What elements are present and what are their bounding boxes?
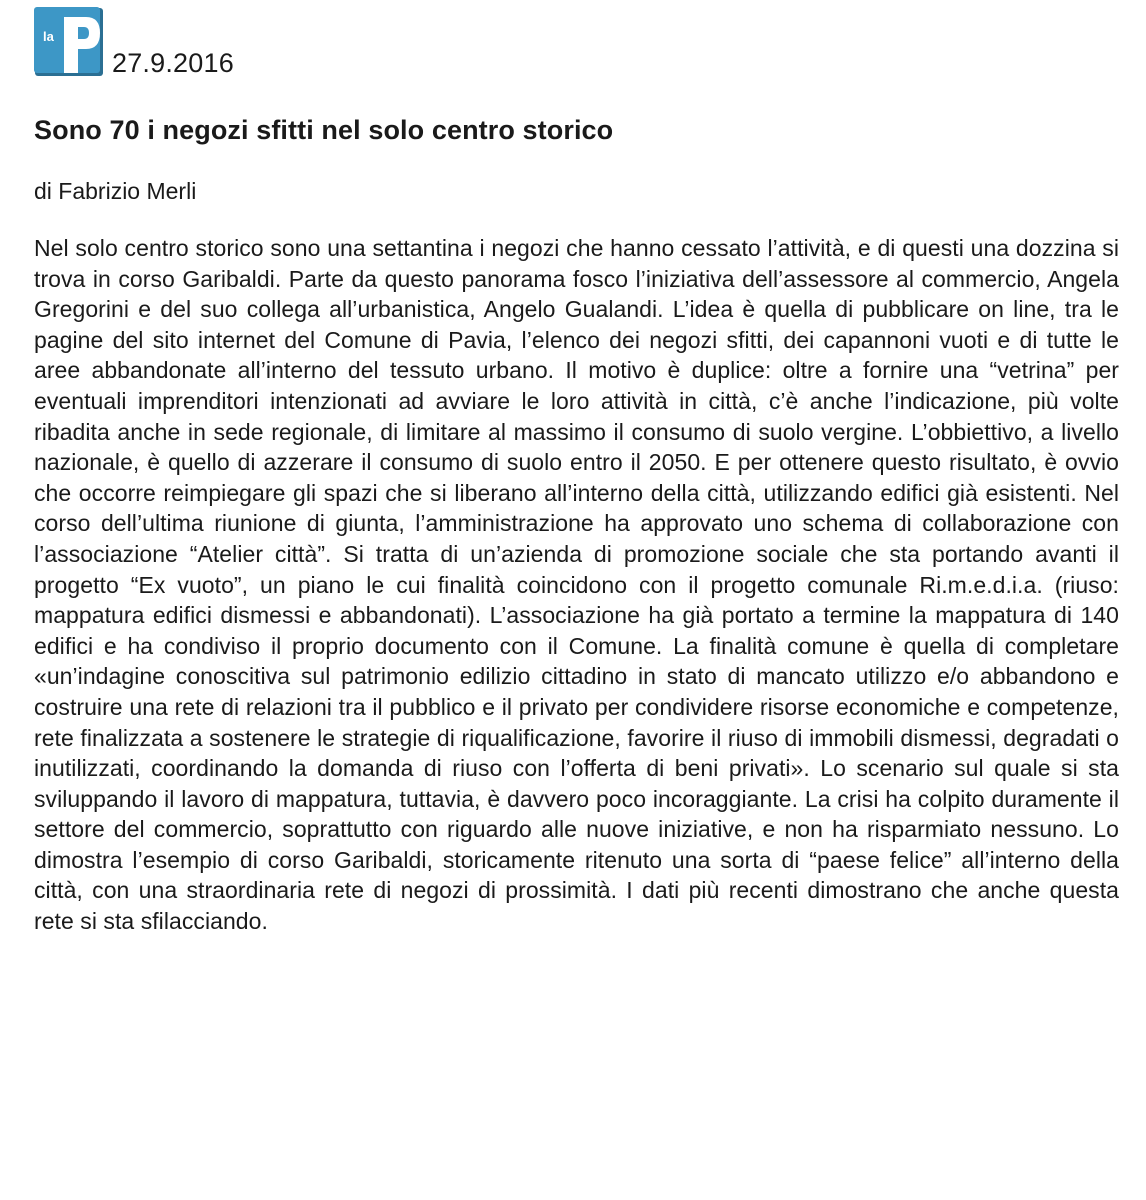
logo-graphic (34, 7, 104, 77)
article-body: Nel solo centro storico sono una settantina i negozi che hanno cessato l’attività, e di questi una dozzina si trova in corso Garibaldi. Parte da questo panorama fosco l’iniziativa dell’assessore al commercio, Angela Gregorini e del suo collega all’urbanistica, Angelo Gualandi. L’idea è quella di pubblicare on line, tra le pagine del sito internet del Comune di Pavia, l’elenco dei negozi sfitti, dei capannoni vuoti e di tutte le aree abbandonate all’interno del tessuto urbano. Il motivo è duplice: oltre a fornire una “vetrina” per eventuali imprenditori intenzionati ad avviare le loro attività in città, c’è anche l’indicazione, più volte ribadita anche in sede regionale, di limitare al massimo il consumo di suolo vergine. L’obbiettivo, a livello nazionale, è quello di azzerare il consumo di suolo entro il 2050. E per ottenere questo risultato, è ovvio che occorre reimpiegare gli spazi che si liberano all’interno della città, utilizzando edifici già esistenti. Nel corso dell’ultima riunione di giunta, l’amministrazione ha approvato uno schema di collaborazione con l’associazione “Atelier città”. Si tratta di un’azienda di promozione sociale che sta portando avanti il progetto “Ex vuoto”, un piano le cui finalità coincidono con il progetto comunale Ri.m.e.d.i.a. (riuso: mappatura edifici dismessi e abbandonati). L’associazione ha già portato a termine la mappatura di 140 edifici e ha condiviso il proprio documento con il Comune. La finalità comune è quella di completare «un’indagine conoscitiva sul patrimonio edilizio cittadino in stato di mancato utilizzo e/o abbandono e costruire una rete di relazioni tra il pubblico e il privato per condividere risorse economiche e competenze, rete finalizzata a sostenere le strategie di riqualificazione, favorire il riuso di immobili dismessi, degradati o inutilizzati, coordinando la domanda di riuso con l’offerta di beni privati». Lo scenario sul quale si sta sviluppando il lavoro di mappatura, tuttavia, è davvero poco incoraggiante. La crisi ha colpito duramente il settore del commercio, soprattutto con riguardo alle nuove iniziative, e non ha risparmiato nessuno. Lo dimostra l’esempio di corso Garibaldi, storicamente ritenuto una sorta di “paese felice” all’interno della città, con una straordinaria rete di negozi di prossimità. I dati più recenti dimostrano che anche questa rete si sta sfilacciando. (34, 235, 1119, 935)
publication-date: 27.9.2016 (112, 48, 234, 78)
article-header (34, 5, 234, 77)
logo-text: la (43, 29, 54, 44)
la-provincia-pavese-logo (34, 7, 104, 77)
article-headline: Sono 70 i negozi sfitti nel solo centro storico (34, 115, 614, 145)
article-byline: di Fabrizio Merli (34, 178, 197, 204)
